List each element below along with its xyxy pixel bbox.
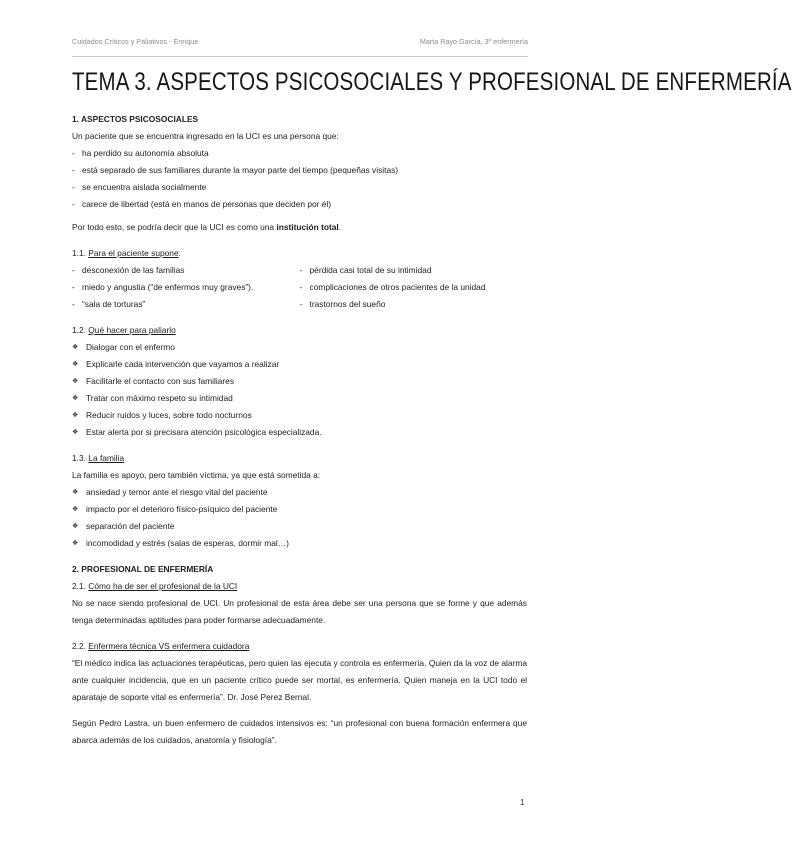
institucion-total-term: institución total bbox=[276, 222, 339, 232]
list-item: - miedo y angustia (“de enfermos muy graves”). bbox=[72, 279, 300, 296]
list-item: ❖ Facilitarle el contacto con sus familiares bbox=[72, 373, 527, 390]
subsection-2-2-quote: “El médico indica las actuaciones terapéuticas, pero quien las ejecuta y controla es enfermería. Quien da la voz de alarma ante cualquier incidencia, que en un paciente crítico puede ser mortal, es enfermería. Quien maneja en la UCI todo el aparataje de soporte vital es enfermería”. Dr. José Perez Bernal. bbox=[72, 658, 527, 702]
subsection-2-2-heading: 2.2. Enfermera técnica VS enfermera cuidadora bbox=[72, 641, 250, 651]
header-author: Marta Rayo García, 3º enfermería bbox=[419, 37, 528, 46]
list-item: - pérdida casi total de su intimidad bbox=[300, 262, 528, 279]
page-number: 1 bbox=[520, 797, 525, 807]
diamond-bullet-icon: ❖ bbox=[72, 429, 79, 436]
list-item: ❖ Dialogar con el enfermo bbox=[72, 339, 527, 356]
section-1-intro: Un paciente que se encuentra ingresado en la UCI es una persona que: bbox=[72, 131, 339, 141]
list-item: - “sala de torturas” bbox=[72, 296, 300, 313]
list-item: - ha perdido su autonomía absoluta bbox=[72, 145, 527, 162]
subsection-1-1-heading: 1.1. Para el paciente supone: bbox=[72, 248, 181, 258]
subsection-2-1-heading: 2.1. Cómo ha de ser el profesional de la UCI bbox=[72, 581, 238, 591]
document-body bbox=[72, 111, 527, 749]
subsection-1-1-right-list bbox=[300, 262, 528, 313]
list-item: - está separado de sus familiares durante la mayor parte del tiempo (pequeñas visitas) bbox=[72, 162, 527, 179]
diamond-bullet-icon: ❖ bbox=[72, 361, 79, 368]
list-item: ❖ Explicarle cada intervención que vayamos a realizar bbox=[72, 356, 527, 373]
list-item: ❖ incomodidad y estrés (salas de esperas, dormir mal…) bbox=[72, 535, 527, 552]
diamond-bullet-icon: ❖ bbox=[72, 378, 79, 385]
list-item: - complicaciones de otros pacientes de la unidad bbox=[300, 279, 528, 296]
subsection-1-2-heading: 1.2. Qué hacer para paliarlo bbox=[72, 325, 176, 335]
diamond-bullet-icon: ❖ bbox=[72, 540, 79, 547]
diamond-bullet-icon: ❖ bbox=[72, 506, 79, 513]
subsection-2-1-text: No se nace siendo profesional de UCI. Un profesional de esta área debe ser una persona que se forme y que además tenga determinadas aptitudes para poder formarse adecuadamente. bbox=[72, 598, 527, 625]
list-item: - carece de libertad (está en manos de personas que deciden por él) bbox=[72, 196, 527, 213]
list-item: - se encuentra aislada socialmente bbox=[72, 179, 527, 196]
list-item: ❖ Tratar con máximo respeto su intimidad bbox=[72, 390, 527, 407]
section-1-list bbox=[72, 145, 527, 213]
subsection-1-3-heading: 1.3. La familia bbox=[72, 453, 125, 463]
list-item: - trastornos del sueño bbox=[300, 296, 528, 313]
section-1-conclusion: Por todo esto, se podría decir que la UCI es como una institución total. bbox=[72, 222, 342, 232]
subsection-1-3-list bbox=[72, 484, 527, 552]
subsection-2-2-text: Según Pedro Lastra, un buen enfermero de cuidados intensivos es: “un profesional con buena formación enfermera que abarca además de los cuidados, anatomía y fisiología”. bbox=[72, 718, 527, 745]
subsection-1-3-intro: La familia es apoyo, pero también víctima, ya que está sometida a: bbox=[72, 470, 321, 480]
diamond-bullet-icon: ❖ bbox=[72, 344, 79, 351]
page-title: TEMA 3. ASPECTOS PSICOSOCIALES Y PROFESIONAL DE ENFERMERÍA bbox=[72, 68, 792, 96]
header-course: Cuidados Críticos y Paliativos - Enrique bbox=[72, 37, 199, 46]
header-divider bbox=[72, 56, 528, 57]
diamond-bullet-icon: ❖ bbox=[72, 523, 79, 530]
list-item: ❖ Estar alerta por si precisara atención psicológica especializada. bbox=[72, 424, 527, 441]
section-1-heading: 1. ASPECTOS PSICOSOCIALES bbox=[72, 114, 199, 124]
subsection-1-2-list bbox=[72, 339, 527, 441]
diamond-bullet-icon: ❖ bbox=[72, 395, 79, 402]
subsection-1-1-columns bbox=[72, 262, 527, 313]
section-2-heading: 2. PROFESIONAL DE ENFERMERÍA bbox=[72, 564, 214, 574]
list-item: ❖ ansiedad y temor ante el riesgo vital del paciente bbox=[72, 484, 527, 501]
list-item: ❖ separación del paciente bbox=[72, 518, 527, 535]
subsection-1-1-left-list bbox=[72, 262, 300, 313]
list-item: ❖ impacto por el deterioro físico-psíquico del paciente bbox=[72, 501, 527, 518]
list-item: ❖ Reducir ruidos y luces, sobre todo nocturnos bbox=[72, 407, 527, 424]
list-item: - desconexión de las familias bbox=[72, 262, 300, 279]
page-header bbox=[72, 37, 528, 46]
diamond-bullet-icon: ❖ bbox=[72, 489, 79, 496]
diamond-bullet-icon: ❖ bbox=[72, 412, 79, 419]
